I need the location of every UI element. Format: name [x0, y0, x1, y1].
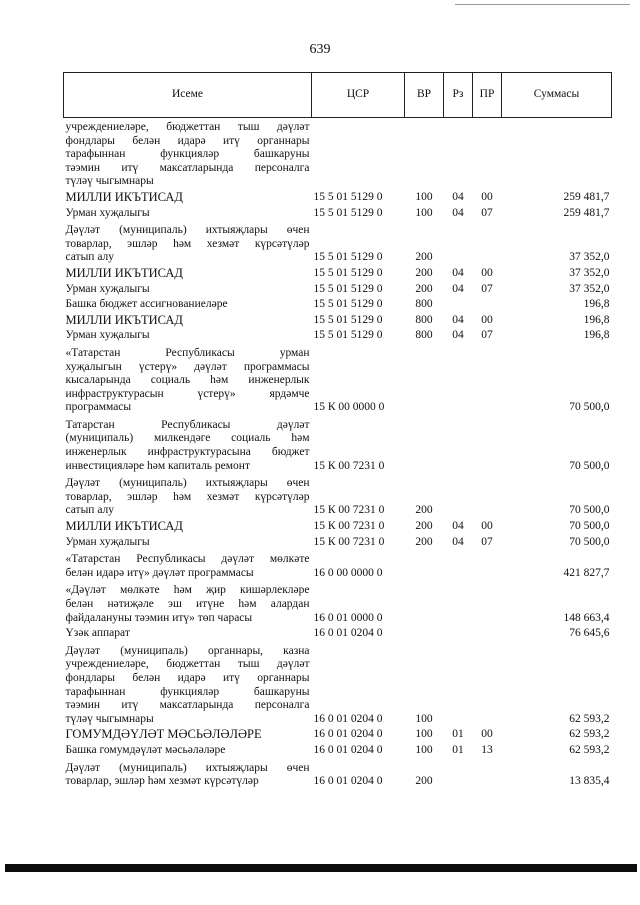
- row-name-line: тәэмин итү максатларында персоналга: [65, 699, 310, 712]
- row-name-line: тарафыннан функцияләр башкаруны: [65, 148, 310, 161]
- row-rz: [444, 626, 473, 642]
- header-rz: Рз: [444, 73, 473, 118]
- row-amount: [502, 118, 612, 190]
- table-row: [64, 535, 612, 551]
- row-vr: 200: [415, 266, 433, 279]
- row-name: [64, 759, 312, 790]
- row-vr: 200: [415, 282, 433, 295]
- row-name-line: Урман хуҗалыгы: [65, 535, 150, 548]
- row-vr: 100: [415, 206, 433, 219]
- row-name: [64, 416, 312, 474]
- row-pr: [473, 759, 502, 790]
- table-row: [64, 190, 612, 206]
- row-vr: 100: [415, 712, 433, 725]
- row-pr: 00: [481, 313, 493, 326]
- row-csr: 15 5 01 5129 0: [313, 266, 383, 279]
- page-number: 639: [309, 42, 331, 57]
- row-name: [64, 519, 312, 535]
- row-name: [64, 344, 312, 416]
- row-csr: 16 0 01 0204 0: [313, 743, 383, 756]
- row-amount: 259 481,7: [563, 190, 610, 203]
- row-name: [64, 221, 312, 266]
- row-csr: 16 0 01 0204 0: [313, 627, 383, 640]
- row-name-line: инфраструктурасын үстерү» ярдәмче: [65, 387, 310, 400]
- row-amount: 70 500,0: [569, 535, 610, 548]
- row-rz: [444, 642, 473, 728]
- row-csr: 15 5 01 5129 0: [313, 313, 383, 326]
- row-vr: 200: [415, 535, 433, 548]
- row-amount: 196,8: [583, 329, 610, 342]
- row-csr: 15 5 01 5129 0: [313, 251, 383, 264]
- row-name-line: хуҗалыгын үстерү» дәүләт программасы: [65, 360, 310, 373]
- row-vr: 200: [415, 520, 433, 533]
- row-name: [64, 626, 312, 642]
- row-pr: 13: [481, 743, 493, 756]
- row-amount: 70 500,0: [569, 520, 610, 533]
- header-vr: ВР: [405, 73, 444, 118]
- row-name-line: Урман хуҗалыгы: [65, 329, 150, 342]
- row-name-line: МИЛЛИ ИКЪТИСАД: [65, 519, 183, 534]
- row-vr: [405, 626, 444, 642]
- row-csr: 15 К 00 0000 0: [313, 401, 385, 414]
- row-vr: 100: [415, 190, 433, 203]
- table-row: [64, 313, 612, 329]
- row-pr: [473, 642, 502, 728]
- table-row: [64, 206, 612, 222]
- row-name: [64, 474, 312, 519]
- row-vr: [405, 416, 444, 474]
- row-name-line: программасы: [65, 401, 132, 414]
- row-csr: 15 К 00 7231 0: [313, 504, 385, 517]
- table-row: [64, 550, 612, 581]
- row-csr: [312, 118, 405, 190]
- row-name: [64, 266, 312, 282]
- row-amount: 37 352,0: [569, 266, 610, 279]
- row-name-line: Дәүләт (муниципаль) ихтыяҗлары өчен: [65, 224, 310, 237]
- header-amount: Суммасы: [502, 73, 612, 118]
- row-name-line: кысаларында социаль һәм инженерлык: [65, 374, 310, 387]
- row-csr: 15 К 00 7231 0: [313, 535, 385, 548]
- row-rz: 04: [452, 313, 464, 326]
- row-csr: 15 К 00 7231 0: [313, 520, 385, 533]
- row-vr: [405, 118, 444, 190]
- table-row: [64, 474, 612, 519]
- row-name-line: Дәүләт (муниципаль) ихтыяҗлары өчен: [65, 761, 310, 774]
- row-name-line: инженерлык инфраструктурасына бюджет: [65, 446, 310, 459]
- row-name-line: түләү чыгымнары: [65, 712, 154, 725]
- table-row: [64, 743, 612, 759]
- header-name: Исеме: [64, 73, 312, 118]
- row-rz: 04: [452, 329, 464, 342]
- row-rz: [444, 344, 473, 416]
- row-amount: 37 352,0: [569, 251, 610, 264]
- row-name-line: МИЛЛИ ИКЪТИСАД: [65, 312, 183, 327]
- row-csr: 15 5 01 5129 0: [313, 206, 383, 219]
- row-amount: 70 500,0: [569, 459, 610, 472]
- row-name-line: учреждениеләре, бюджеттан тыш дәүләт: [65, 121, 310, 133]
- row-amount: 421 827,7: [563, 566, 610, 579]
- table-row: [64, 297, 612, 313]
- row-name: [64, 642, 312, 728]
- table-row: [64, 416, 612, 474]
- row-pr: [473, 581, 502, 626]
- row-csr: 15 5 01 5129 0: [313, 190, 383, 203]
- row-amount: 196,8: [583, 298, 610, 311]
- row-pr: 00: [481, 190, 493, 203]
- table-row: [64, 642, 612, 728]
- row-name-line: Урман хуҗалыгы: [65, 282, 150, 295]
- row-name-line: ГОМУМДӘҮЛӘТ МӘСЬӘЛӘЛӘРЕ: [65, 727, 262, 742]
- row-name-line: «Татарстан Республикасы урман: [65, 346, 310, 359]
- table-row: [64, 328, 612, 344]
- row-rz: [444, 474, 473, 519]
- row-name: [64, 206, 312, 222]
- row-rz: [444, 297, 473, 313]
- row-vr: 200: [415, 775, 433, 788]
- row-rz: 01: [452, 743, 464, 756]
- row-pr: [473, 221, 502, 266]
- row-name-line: сатып алу: [65, 504, 115, 517]
- row-pr: [473, 474, 502, 519]
- table-row: [64, 282, 612, 298]
- bottom-scan-edge: [5, 864, 637, 872]
- row-name-line: инвестицияләре һәм капиталь ремонт: [65, 459, 250, 472]
- row-amount: 70 500,0: [569, 504, 610, 517]
- row-csr: 16 0 01 0204 0: [313, 712, 383, 725]
- row-pr: 00: [481, 520, 493, 533]
- row-csr: 15 5 01 5129 0: [313, 282, 383, 295]
- row-rz: [444, 416, 473, 474]
- row-vr: 200: [415, 251, 433, 264]
- row-name-line: белән идарә итү» дәүләт программасы: [65, 566, 254, 579]
- row-pr: [473, 118, 502, 190]
- row-vr: [405, 550, 444, 581]
- row-vr: 100: [415, 728, 433, 741]
- row-name-line: Дәүләт (муниципаль) ихтыяҗлары өчен: [65, 477, 310, 490]
- row-rz: 04: [452, 206, 464, 219]
- row-pr: [473, 550, 502, 581]
- row-csr: 15 К 00 7231 0: [313, 459, 385, 472]
- row-amount: 196,8: [583, 313, 610, 326]
- row-name-line: фондлары белән идарә итү органнары: [65, 671, 310, 684]
- budget-table: [63, 72, 612, 790]
- row-pr: 07: [481, 535, 493, 548]
- row-name-line: «Дәүләт мөлкәте һәм җир кишәрлекләре: [65, 584, 310, 597]
- row-rz: [444, 550, 473, 581]
- row-pr: 00: [481, 266, 493, 279]
- row-name: [64, 328, 312, 344]
- row-pr: [473, 344, 502, 416]
- row-name: [64, 743, 312, 759]
- row-pr: 07: [481, 206, 493, 219]
- row-name-line: Дәүләт (муниципаль) органнары, казна: [65, 644, 310, 657]
- table-row: [64, 266, 612, 282]
- header-csr: ЦСР: [312, 73, 405, 118]
- row-amount: 76 645,6: [569, 627, 610, 640]
- row-rz: 04: [452, 535, 464, 548]
- row-name-line: товарлар, эшләр һәм хезмәт күрсәтүләр: [65, 775, 259, 788]
- row-name: [64, 190, 312, 206]
- row-name-line: Башка бюджет ассигнованиеләре: [65, 298, 228, 311]
- row-amount: 62 593,2: [569, 712, 610, 725]
- row-vr: 100: [415, 743, 433, 756]
- row-csr: 16 0 01 0000 0: [313, 611, 383, 624]
- row-amount: 70 500,0: [569, 401, 610, 414]
- row-name-line: товарлар, эшләр һәм хезмәт күрсәтүләр: [65, 490, 310, 503]
- row-name-line: «Татарстан Республикасы дәүләт мөлкәте: [65, 553, 310, 566]
- row-name: [64, 535, 312, 551]
- table-row: [64, 727, 612, 743]
- row-vr: 800: [415, 298, 433, 311]
- row-name-line: файдалануны тәэмин итү» төп чарасы: [65, 611, 253, 624]
- row-name: [64, 313, 312, 329]
- row-rz: [444, 581, 473, 626]
- row-vr: [405, 344, 444, 416]
- row-pr: 07: [481, 329, 493, 342]
- row-name: [64, 581, 312, 626]
- row-csr: 15 5 01 5129 0: [313, 298, 383, 311]
- row-name: [64, 550, 312, 581]
- row-amount: 259 481,7: [563, 206, 610, 219]
- table-row: [64, 344, 612, 416]
- row-name-line: белән нәтиҗәле эш итүне һәм алардан: [65, 598, 310, 610]
- row-vr: 200: [415, 504, 433, 517]
- row-name: [64, 727, 312, 743]
- row-rz: [444, 118, 473, 190]
- row-name-line: Башка гомумдәүләт мәсьәләләре: [65, 743, 226, 756]
- row-name: [64, 118, 312, 190]
- row-name-line: МИЛЛИ ИКЪТИСАД: [65, 265, 183, 280]
- row-vr: 800: [415, 313, 433, 326]
- row-csr: 15 5 01 5129 0: [313, 329, 383, 342]
- row-amount: 62 593,2: [569, 743, 610, 756]
- table-row: [64, 626, 612, 642]
- row-name-line: Үзәк аппарат: [65, 627, 130, 640]
- row-amount: 13 835,4: [569, 775, 610, 788]
- row-name-line: сатып алу: [65, 251, 115, 264]
- table-row: [64, 519, 612, 535]
- table-header-row: [64, 73, 612, 118]
- top-edge-line: [455, 4, 630, 5]
- row-pr: 07: [481, 282, 493, 295]
- row-csr: 16 0 01 0204 0: [313, 728, 383, 741]
- row-name-line: фондлары белән идарә итү органнары: [65, 134, 310, 147]
- row-name-line: түләү чыгымнары: [65, 175, 154, 188]
- table-row: [64, 221, 612, 266]
- row-amount: 37 352,0: [569, 282, 610, 295]
- row-csr: 16 0 01 0204 0: [313, 775, 383, 788]
- row-name-line: МИЛЛИ ИКЪТИСАД: [65, 189, 183, 204]
- row-name-line: учреждениеләре, бюджеттан тыш дәүләт: [65, 658, 310, 671]
- row-amount: 62 593,2: [569, 728, 610, 741]
- row-name-line: тәэмин итү максатларында персоналга: [65, 161, 310, 174]
- header-pr: ПР: [473, 73, 502, 118]
- row-name: [64, 297, 312, 313]
- row-vr: [405, 581, 444, 626]
- row-vr: 800: [415, 329, 433, 342]
- table-row: [64, 118, 612, 190]
- row-name-line: тарафыннан функцияләр башкаруны: [65, 685, 310, 698]
- row-rz: 04: [452, 520, 464, 533]
- row-name-line: товарлар, эшләр һәм хезмәт күрсәтүләр: [65, 237, 310, 250]
- row-rz: 04: [452, 266, 464, 279]
- row-rz: 04: [452, 282, 464, 295]
- row-pr: [473, 626, 502, 642]
- row-name-line: Урман хуҗалыгы: [65, 206, 150, 219]
- row-rz: 01: [452, 728, 464, 741]
- row-pr: [473, 416, 502, 474]
- row-rz: [444, 759, 473, 790]
- table-row: [64, 759, 612, 790]
- row-pr: [473, 297, 502, 313]
- row-amount: 148 663,4: [563, 611, 610, 624]
- table-row: [64, 581, 612, 626]
- row-pr: 00: [481, 728, 493, 741]
- row-name: [64, 282, 312, 298]
- row-rz: 04: [452, 190, 464, 203]
- row-csr: 16 0 00 0000 0: [313, 566, 383, 579]
- row-name-line: (муниципаль) милкендәге социаль һәм: [65, 432, 310, 445]
- row-name-line: Татарстан Республикасы дәүләт: [65, 418, 310, 431]
- row-rz: [444, 221, 473, 266]
